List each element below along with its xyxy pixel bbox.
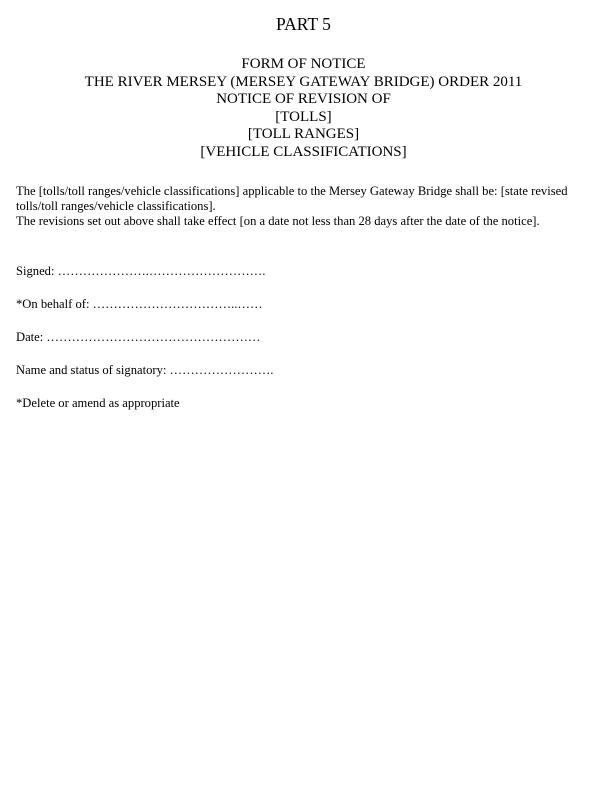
part-title: PART 5 <box>276 14 331 34</box>
heading-tolls: [TOLLS] <box>275 108 332 125</box>
heading-toll-ranges: [TOLL RANGES] <box>247 126 360 142</box>
notice-heading <box>0 56 607 161</box>
signed-field: Signed: ………………….………………………. <box>16 264 266 278</box>
heading-notice-of-revision: NOTICE OF REVISION OF <box>216 91 391 107</box>
on-behalf-of-field: *On behalf of: ……………………………..…… <box>16 297 263 311</box>
body-paragraph-effective-date: The revisions set out above shall take effect [on a date not less than 28 days after the date of the notice]. <box>16 214 540 228</box>
delete-or-amend-note: *Delete or amend as appropriate <box>16 396 180 410</box>
heading-form-of-notice: FORM OF NOTICE <box>241 56 366 72</box>
heading-order-title: THE RIVER MERSEY (MERSEY GATEWAY BRIDGE) ORDER 2011 <box>84 73 523 90</box>
body-paragraph-tolls: The [tolls/toll ranges/vehicle classifications] applicable to the Mersey Gateway Bridge shall be: [state revised tolls/toll ranges/vehicle classifications]. <box>16 184 568 213</box>
signatory-name-status-field: Name and status of signatory: ……………………. <box>16 363 274 377</box>
heading-vehicle-classifications: [VEHICLE CLASSIFICATIONS] <box>200 143 407 160</box>
notice-body <box>16 184 596 229</box>
date-field: Date: …………………………………………… <box>16 330 261 344</box>
